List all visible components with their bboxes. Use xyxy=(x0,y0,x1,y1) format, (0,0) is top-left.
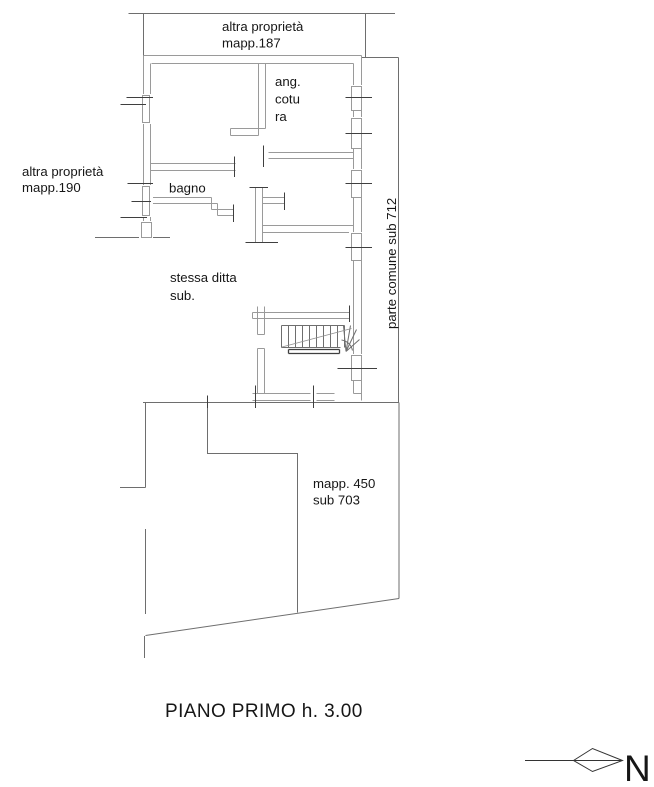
label-kitchen-line3: ra xyxy=(275,109,287,124)
north-label: N xyxy=(624,748,651,787)
label-left-property-line1: altra proprietà xyxy=(22,164,104,179)
label-parcel-line1: mapp. 450 xyxy=(313,476,376,491)
door-window-ticks xyxy=(121,98,378,409)
label-kitchen-line1: ang. xyxy=(275,74,301,89)
label-common-area: parte comune sub 712 xyxy=(384,197,399,329)
building-walls xyxy=(144,56,362,401)
label-same-company-line1: stessa ditta xyxy=(170,270,237,285)
label-same-company-line2: sub. xyxy=(170,288,195,303)
label-parcel-line2: sub 703 xyxy=(313,492,360,508)
label-left-property-line2: mapp.190 xyxy=(22,180,81,195)
label-bathroom: bagno xyxy=(169,180,206,196)
north-arrow-icon xyxy=(525,749,623,772)
label-kitchen-line2: cotu xyxy=(275,91,300,107)
staircase xyxy=(282,326,360,354)
label-top-property-line1: altra proprietà xyxy=(222,19,304,34)
label-top-property-line2: mapp.187 xyxy=(222,35,281,51)
plan-caption: PIANO PRIMO h. 3.00 xyxy=(165,701,363,722)
